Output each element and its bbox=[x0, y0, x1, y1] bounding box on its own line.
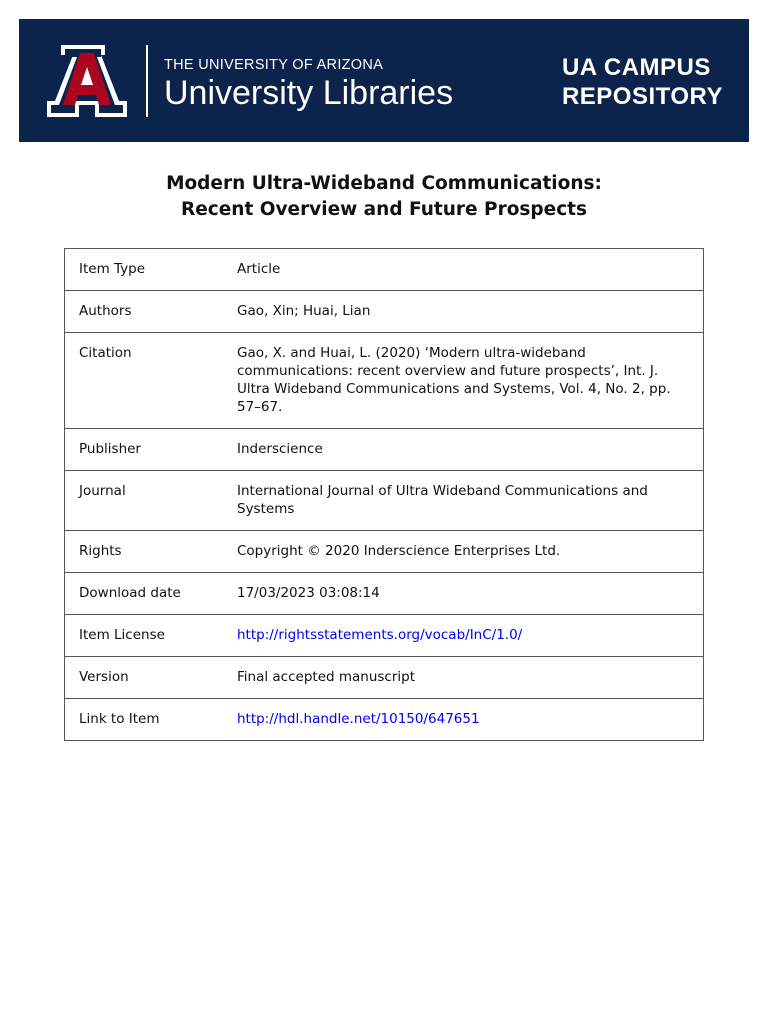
item-link[interactable]: http://hdl.handle.net/10150/647651 bbox=[237, 711, 480, 727]
row-value: Inderscience bbox=[225, 429, 704, 471]
license-link[interactable]: http://rightsstatements.org/vocab/InC/1.0/ bbox=[237, 627, 523, 643]
metadata-table bbox=[64, 248, 704, 741]
title-line2: Recent Overview and Future Prospects bbox=[180, 199, 588, 220]
row-value: Gao, Xin; Huai, Lian bbox=[225, 291, 704, 333]
row-value: Final accepted manuscript bbox=[225, 657, 704, 699]
table-row bbox=[65, 573, 704, 615]
row-value: Copyright © 2020 Inderscience Enterprises Ltd. bbox=[225, 531, 704, 573]
table-row bbox=[65, 615, 704, 657]
table-row bbox=[65, 471, 704, 531]
repository-line1: UA CAMPUS bbox=[561, 54, 711, 81]
table-row bbox=[65, 291, 704, 333]
row-value: International Journal of Ultra Wideband Communications and Systems bbox=[225, 471, 704, 531]
table-row bbox=[65, 249, 704, 291]
header-banner bbox=[19, 19, 749, 142]
libraries-name: University Libraries bbox=[164, 74, 454, 112]
table-row bbox=[65, 429, 704, 471]
row-value: 17/03/2023 03:08:14 bbox=[225, 573, 704, 615]
repository-line2: REPOSITORY bbox=[561, 83, 723, 110]
row-label: Publisher bbox=[65, 429, 226, 471]
row-label: Link to Item bbox=[65, 699, 226, 741]
page-title bbox=[0, 171, 768, 223]
table-row bbox=[65, 531, 704, 573]
table-row bbox=[65, 333, 704, 429]
university-name: THE UNIVERSITY OF ARIZONA bbox=[164, 57, 384, 73]
row-label: Download date bbox=[65, 573, 226, 615]
divider bbox=[146, 45, 148, 117]
row-label: Item License bbox=[65, 615, 226, 657]
repository-name bbox=[562, 53, 723, 111]
table-row bbox=[65, 699, 704, 741]
row-value: Article bbox=[225, 249, 704, 291]
row-label: Citation bbox=[65, 333, 226, 429]
row-label: Item Type bbox=[65, 249, 226, 291]
title-line1: Modern Ultra-Wideband Communications: bbox=[166, 173, 602, 194]
row-label: Rights bbox=[65, 531, 226, 573]
arizona-a-logo-icon bbox=[45, 45, 129, 117]
row-label: Authors bbox=[65, 291, 226, 333]
table-row bbox=[65, 657, 704, 699]
row-label: Version bbox=[65, 657, 226, 699]
row-label: Journal bbox=[65, 471, 226, 531]
row-value: Gao, X. and Huai, L. (2020) ‘Modern ultra-wideband communications: recent overview and future prospects’, Int. J. Ultra Wideband Communications and Systems, Vol. 4, No. 2, pp. 57–67. bbox=[225, 333, 704, 429]
